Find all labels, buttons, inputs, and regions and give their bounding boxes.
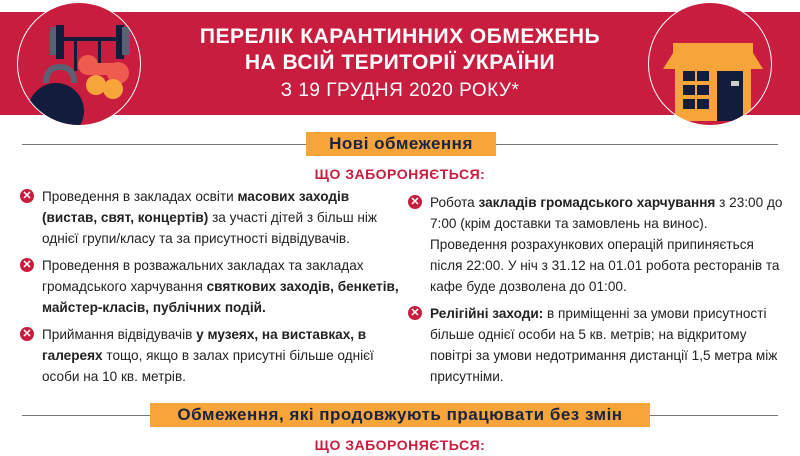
- restriction-text: Приймання відвідувачів: [42, 327, 197, 342]
- restriction-item: [20, 324, 400, 387]
- restriction-item: [20, 186, 400, 249]
- restriction-item: [20, 255, 400, 318]
- page-title-line2: НА ВСІЙ ТЕРИТОРІЇ УКРАЇНИ: [244, 51, 556, 74]
- restriction-text: Проведення в закладах освіти: [42, 189, 238, 204]
- prohibited-x-icon: ✕: [20, 189, 34, 203]
- section-subtitle-prohibited-2: ЩО ЗАБОРОНЯЄТЬСЯ:: [314, 437, 486, 453]
- section-title-unchanged: Обмеження, які продовжують працювати без змін: [150, 403, 650, 427]
- restriction-text: в приміщенні за умови присутності більше однієї особи на 5 кв. метрів; на відкритому повітрі за умови недотримання дистанції 1,5 метра між присутніми.: [430, 306, 778, 384]
- restriction-text: святкових заходів, бенкетів, майстер-класів, публічних подій.: [42, 279, 399, 315]
- restriction-text: з 23:00 до 7:00 (крім доставки та замовлень на винос). Проведення розрахункових операцій припиняється після 22:00. У ніч з 31.12 на 01.01 робота ресторанів та кафе буде дозволена до 01:00.: [430, 195, 783, 294]
- restriction-text: у музеях, на виставках, в галереях: [42, 327, 367, 363]
- dumbbell-icon: [18, 3, 141, 126]
- prohibited-x-icon: ✕: [408, 195, 422, 209]
- restriction-text: Релігійні заходи:: [430, 306, 544, 321]
- section-subtitle-prohibited: ЩО ЗАБОРОНЯЄТЬСЯ:: [314, 166, 486, 182]
- left-column: [20, 186, 400, 393]
- restriction-item: [408, 303, 788, 387]
- effective-date: З 19 ГРУДНЯ 2020 РОКУ*: [280, 80, 520, 101]
- shop-illustration: [648, 2, 772, 126]
- gym-illustration: [17, 2, 141, 126]
- prohibited-x-icon: ✕: [20, 258, 34, 272]
- restriction-text: закладів громадського харчування: [478, 195, 716, 210]
- section-title-new: Нові обмеження: [306, 132, 496, 156]
- restriction-text: за участі дітей з більш ніж однієї групи/класу та за присутності відвідувачів.: [42, 210, 377, 246]
- restriction-item: [408, 192, 788, 297]
- restriction-text: Робота: [430, 195, 479, 210]
- page-title-line1: ПЕРЕЛІК КАРАНТИННИХ ОБМЕЖЕНЬ: [199, 25, 601, 48]
- storefront-icon: [649, 3, 772, 126]
- right-column: [408, 192, 788, 393]
- prohibited-x-icon: ✕: [408, 306, 422, 320]
- restriction-text: Проведення в розважальних закладах та закладах громадського харчування: [42, 258, 364, 294]
- prohibited-x-icon: ✕: [20, 327, 34, 341]
- restriction-text: тощо, якщо в залах присутні більше однієї особи на 10 кв. метрів.: [42, 348, 374, 384]
- restriction-text: масових заходів (вистав, свят, концертів): [42, 189, 350, 225]
